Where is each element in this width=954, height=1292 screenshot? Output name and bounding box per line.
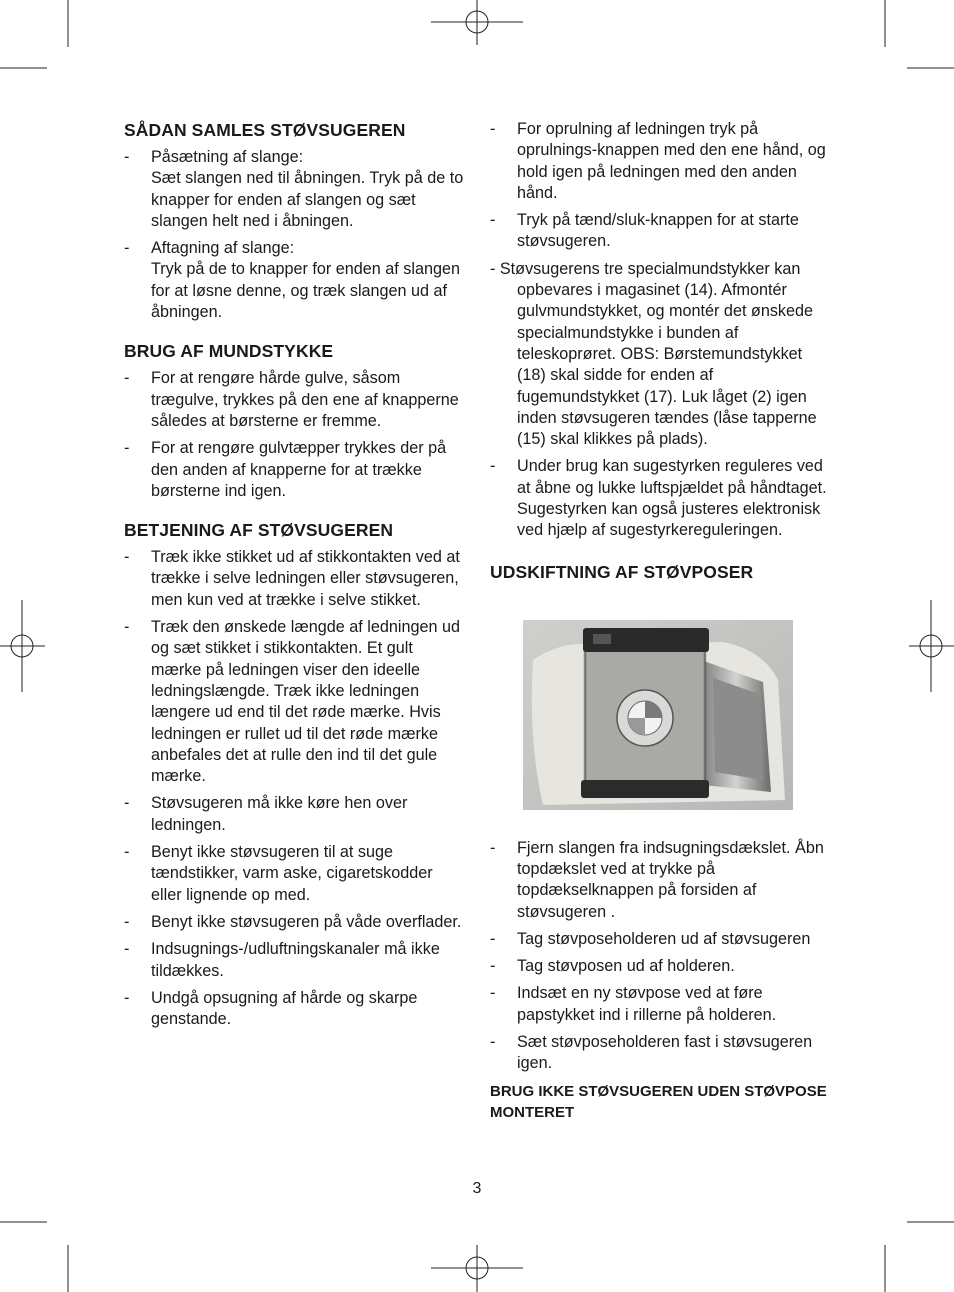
dustbag-holder-image [523, 620, 793, 810]
list-item: - For at rengøre gulvtæpper trykkes der på den anden af knapperne for at trække børsterne ind igen. [124, 439, 447, 500]
list-item: - Træk ikke stikket ud af stikkontakten ved at trække i selve ledningen eller støvsugeren, men kun ved at trække i selve stikket. [124, 548, 460, 609]
list-item: - Undgå opsugning af hårde og skarpe genstande. [124, 988, 418, 1029]
item-title: Aftagning af slange: [151, 239, 295, 258]
list-item: - Træk den ønskede længde af ledningen ud og sæt stikket i stikkontakten. Et gult mærke på ledningen viser den ideelle ledningslængde. Træk ikke ledningen længere ud end til det røde mærke. Hvis ledningen er rullet ud til det røde mærke anbefales det at rulle den ind til det gule mærke. [124, 618, 460, 786]
section-nozzle [124, 339, 464, 502]
heading-nozzle: BRUG AF MUNDSTYKKE [124, 341, 334, 362]
list-item: - Indsæt en ny støvpose ved at føre papstykket ind i rillerne på holderen. [490, 984, 777, 1024]
list-item: - Benyt ikke støvsugeren til at suge tændstikker, varm aske, cigaretskodder eller lignende op med. [124, 843, 433, 904]
list-item: - For oprulning af ledningen tryk på oprulnings-knappen med den ene hånd, og hold igen på ledningen med den anden hånd. [490, 120, 826, 202]
list-item: - Fjern slangen fra indsugningsdækslet. Åbn topdækslet ved at trykke på topdækselknappen på forsiden af støvsugeren . [490, 838, 824, 921]
list-item: - Tag støvposeholderen ud af støvsugeren [490, 929, 811, 948]
section-assembly [124, 118, 464, 323]
list-item: - Indsugnings-/udluftningskanaler må ikke tildækkes. [124, 940, 440, 980]
dustbag-photo [523, 620, 793, 810]
list-item: - Påsætning af slange: Sæt slangen ned til åbningen. Tryk på de to knapper for enden af slangen og sæt slangen helt ned i åbningen. [124, 148, 464, 230]
list-item: - Tryk på tænd/sluk-knappen for at starte støvsugeren. [490, 211, 799, 251]
list-item: - Sæt støvposeholderen fast i støvsugeren igen. [490, 1033, 813, 1073]
list-item: - Aftagning af slange: Tryk på de to knapper for enden af slangen for at løsne denne, og træk slangen ud af åbningen. [124, 239, 460, 322]
left-column [124, 118, 464, 1046]
item-text: Sæt slangen ned til åbningen. Tryk på de to knapper for enden af slangen og sæt slangen helt ned i åbningen. [151, 169, 464, 230]
item-text: Tryk på de to knapper for enden af slangen for at løsne denne, og træk slangen ud af åbningen. [151, 260, 460, 322]
list-item-special-nozzles: - Støvsugerens tre specialmundstykker kan opbevares i magasinet (14). Afmontér gulvmundstykket, og montér det ønskede specialmundstykke i bunden af teleskoprøret. OBS: Børstemundstykket (18) skal sidde for enden af fugemundstykket (17). Luk låget (2) igen inden støvsugeren tændes (låse tapperne (15) skal klikkes på plads). [490, 259, 817, 449]
list-item: - Støvsugeren må ikke køre hen over ledningen. [124, 794, 408, 834]
list-item: - Benyt ikke støvsugeren på våde overflader. [124, 912, 462, 931]
heading-assembly: SÅDAN SAMLES STØVSUGEREN [124, 120, 406, 140]
list-item: - Under brug kan sugestyrken reguleres ved at åbne og lukke luftspjældet på håndtaget. Sugestyrken kan også justeres elektronisk ved hjælp af sugestyrkereguleringen. [490, 457, 827, 540]
list-item: - Tag støvposen ud af holderen. [490, 957, 735, 976]
section-operation [124, 518, 464, 1030]
heading-operation: BETJENING AF STØVSUGEREN [124, 520, 394, 541]
warning-text: BRUG IKKE STØVSUGEREN UDEN STØVPOSE MONTERET [490, 1082, 827, 1121]
heading-dustbag: UDSKIFTNING AF STØVPOSER [490, 561, 754, 582]
list-item: - For at rengøre hårde gulve, såsom trægulve, trykkes på den ene af knapperne således at børsterne er fremme. [124, 369, 459, 430]
page-number: 3 [472, 1180, 482, 1197]
right-column [490, 119, 835, 1123]
item-title: Påsætning af slange: [151, 148, 304, 166]
